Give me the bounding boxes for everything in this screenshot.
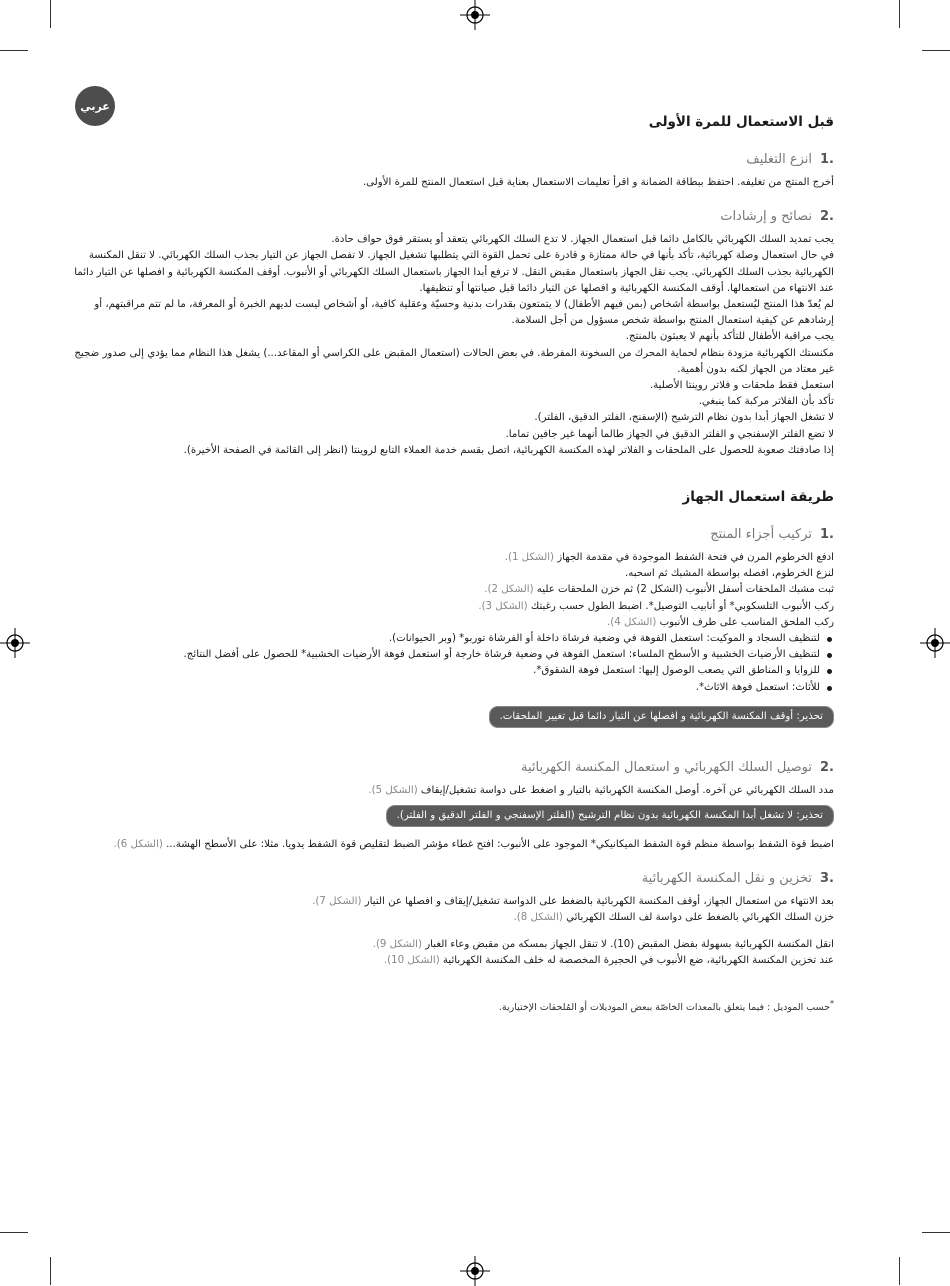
section-title-how-to-use: طريقة استعمال الجهاز <box>682 489 834 506</box>
paragraph: لا تشغل الجهاز أبدا بدون نظام الترشيح (الإسفنج، الفلتر الدقيق، الفلتر). <box>534 412 834 424</box>
figure-reference: (الشكل 4). <box>607 616 657 628</box>
instruction-line: انقل المكنسة الكهربائية بسهولة بفضل المقبض (10). لا تنقل الجهاز بمسكه من مقبض وعاء الغبار (الشكل 9). <box>372 938 834 950</box>
list-item: للزوايا و المناطق التي يصعب الوصول إليها: استعمل فوهة الشقوق*. <box>72 663 820 679</box>
subsection-title: توصيل السلك الكهربائي و استعمال المكنسة الكهربائية <box>521 759 812 775</box>
paragraph: تأكد بأن الفلاتر مركبة كما ينبغي. <box>698 396 834 408</box>
figure-reference: (الشكل 10). <box>383 954 440 966</box>
instruction-line: لنزع الخرطوم، افصله بواسطة المشبك ثم اسحبه. <box>625 568 834 580</box>
instruction-line: ثبت مشبك الملحقات أسفل الأنبوب (الشكل 2) ثم خزن الملحقات عليه (الشكل 2). <box>484 584 834 596</box>
crop-mark <box>899 0 900 28</box>
crop-mark <box>922 1232 950 1233</box>
manual-page <box>72 108 834 1013</box>
crop-mark <box>922 50 950 51</box>
subsection-heading <box>72 209 834 224</box>
subsection-heading <box>72 760 834 775</box>
footnote <box>72 999 834 1013</box>
paragraph: في حال استعمال وصلة كهربائية، تأكد بأنها في حالة ممتازة و قادرة على تحمل القوة التي يتطلبها تشغيل الجهاز. لا تفصل الجهاز عن التيار بجذب السلك الكهربائي. لا تنقل المكنسة الكهربائية بجذب السلك الكهربائي. يجب نقل الجهاز باستعمال مقبض النقل. لا ترفع أبدا الجهاز باستعمال السلك الكهربائي أو الأنبوب. أوقف المكنسة الكهربائية و افصلها عن التيار دائما عند الانتهاء من استعمالها. أوقف المكنسة الكهربائية و افصلها عن التيار دائما قبل صيانتها أو تنظيفها. <box>74 250 834 294</box>
figure-reference: (الشكل 8). <box>513 912 563 924</box>
language-badge: عربي <box>75 86 115 126</box>
section-title-before-first-use: قبل الاستعمال للمرة الأولى <box>648 114 834 130</box>
crop-mark <box>0 50 28 51</box>
paragraph: إذا صادفتك صعوبة للحصول على الملحقات و الفلاتر لهذه المكنسة الكهربائية، اتصل بقسم خدمة العملاء التابع لروينتا (انظر إلى القائمة في الصفحة الأخيرة). <box>183 444 834 456</box>
footnote-text: حسب الموديل : فيما يتعلق بالمعدات الخاصّة ببعض الموديلات أو المُلحقات الإختيارية. <box>498 1002 830 1014</box>
footnote-mark: * <box>830 999 834 1009</box>
crop-mark <box>50 1257 51 1285</box>
subsection-title: تركيب أجزاء المنتج <box>710 527 812 543</box>
instruction-line: خزن السلك الكهربائي بالضغط على دواسة لف السلك الكهربائي (الشكل 8). <box>513 912 834 924</box>
paragraph: اضبط قوة الشفط بواسطة منظم قوة الشفط الميكانيكي* الموجود على الأنبوب: افتح غطاء مؤشر الضبط لتقليص قوة الشفط يدويا. مثلا: على الأسطح الهشة... (الشكل 6). <box>113 839 834 851</box>
instruction-line: ادفع الخرطوم المرن في فتحة الشفط الموجودة في مقدمة الجهاز (الشكل 1). <box>504 552 834 564</box>
paragraph: استعمل فقط ملحقات و فلاتر روينتا الأصلية. <box>649 380 834 392</box>
subsection-number: .2 <box>820 209 834 225</box>
figure-reference: (الشكل 7). <box>312 896 362 908</box>
subsection-title: تخزين و نقل المكنسة الكهربائية <box>641 871 812 887</box>
figure-reference: (الشكل 6). <box>113 839 163 851</box>
instruction-line: بعد الانتهاء من استعمال الجهاز، أوقف المكنسة الكهربائية بالضغط على الدواسة تشغيل/إيقاف و افصلها عن التيار (الشكل 7). <box>312 896 834 908</box>
subsection-title: انزع التغليف <box>746 152 812 167</box>
figure-reference: (الشكل 9). <box>372 938 422 950</box>
subsection-number: .3 <box>820 871 834 887</box>
subsection-assembly <box>72 527 834 742</box>
subsection-advice <box>72 209 834 459</box>
subsection-heading <box>72 152 834 167</box>
subsection-storage <box>72 871 834 969</box>
registration-mark-icon <box>0 628 30 658</box>
warning-banner: تحذير: أوقف المكنسة الكهربائية و افصلها عن التيار دائما قبل تغيير الملحقات. <box>489 706 835 728</box>
instruction-line: ركب الملحق المناسب على طرف الأنبوب (الشكل 4). <box>607 616 834 628</box>
subsection-number: .1 <box>820 152 834 167</box>
registration-mark-icon <box>920 628 950 658</box>
subsection-unpacking <box>72 152 834 191</box>
subsection-cord-and-use <box>72 760 834 853</box>
accessory-list <box>72 631 834 696</box>
list-item: لتنظيف الأرضيات الخشبية و الأسطح الملساء: استعمل الفوهة في وضعية فرشاة خارجة أو استعمل فوهة الأرضيات الخشبية* للحصول على أفضل النتائج. <box>72 647 820 663</box>
subsection-heading <box>72 527 834 542</box>
instruction-line: مدد السلك الكهربائي عن آخره. أوصل المكنسة الكهربائية بالتيار و اضغط على دواسة تشغيل/إيقاف (الشكل 5). <box>368 784 834 796</box>
paragraph: يجب تمديد السلك الكهربائي بالكامل دائما قبل استعمال الجهاز. لا تدع السلك الكهربائي يتعقد أو يستقر فوق حواف حادة. <box>331 234 834 246</box>
subsection-number: .2 <box>820 759 834 775</box>
instruction-line: ركب الأنبوب التلسكوبي* أو أنابيب التوصيل*. اضبط الطول حسب رغبتك (الشكل 3). <box>478 600 834 612</box>
figure-reference: (الشكل 5). <box>368 784 418 796</box>
registration-mark-icon <box>460 0 490 30</box>
figure-reference: (الشكل 2). <box>484 584 534 596</box>
list-item: لتنظيف السجاد و الموكيت: استعمل الفوهة في وضعية فرشاة داخلة أو الفرشاة توربو* (وبر الحيوانات). <box>72 631 820 647</box>
registration-mark-icon <box>460 1256 490 1286</box>
paragraph: أخرج المنتج من تغليفه. احتفظ ببطاقة الضمانة و اقرأ تعليمات الاستعمال بعناية قبل استعمال المنتج للمرة الأولى. <box>362 177 834 188</box>
warning-banner: تحذير: لا تشغل أبدا المكنسة الكهربائية بدون نظام الترشيح (الفلتر الإسفنجي و الفلتر الدقيق و الفلتر). <box>386 805 834 827</box>
subsection-heading <box>72 871 834 886</box>
subsection-title: نصائح و إرشادات <box>720 209 812 225</box>
paragraph: لا تضع الفلتر الإسفنجي و الفلتر الدقيق في الجهاز طالما أنهما غير جافين تماما. <box>505 428 834 440</box>
crop-mark <box>0 1232 28 1233</box>
instruction-line: عند تخزين المكنسة الكهربائية، ضع الأنبوب في الحجيرة المخصصة له خلف المكنسة الكهربائية (الشكل 10). <box>383 954 834 966</box>
figure-reference: (الشكل 1). <box>504 552 555 564</box>
crop-mark <box>899 1257 900 1285</box>
paragraph: لم يُعدّ هذا المنتج ليُستعمل بواسطة أشخاص (بمن فيهم الأطفال) لا يتمتعون بقدرات بدنية وحسيّة وعقلية كافية، أو أشخاص ليست لديهم الخبرة أو المعرفة، ما لم تتم مراقبتهم، أو إرشادهم عن كيفية استعمال المنتج بواسطة شخص مسؤول من أجل السلامة. <box>94 299 834 327</box>
crop-mark <box>50 0 51 28</box>
subsection-number: .1 <box>820 527 834 543</box>
paragraph: يجب مراقبة الأطفال للتأكد بأنهم لا يعبثون بالمنتج. <box>625 331 834 343</box>
paragraph: مكنستك الكهربائية مزودة بنظام لحماية المحرك من السخونة المفرطة. في بعض الحالات (استعمال المقبض على الكراسي أو المقاعد...) يشغل هذا النظام مما يؤدي إلى صدور ضجيج غير معتاد من الجهاز لكنه بدون أهمية. <box>74 347 834 375</box>
list-item: للأثاث: استعمل فوهة الاثاث*. <box>72 680 820 696</box>
figure-reference: (الشكل 3). <box>478 600 528 612</box>
